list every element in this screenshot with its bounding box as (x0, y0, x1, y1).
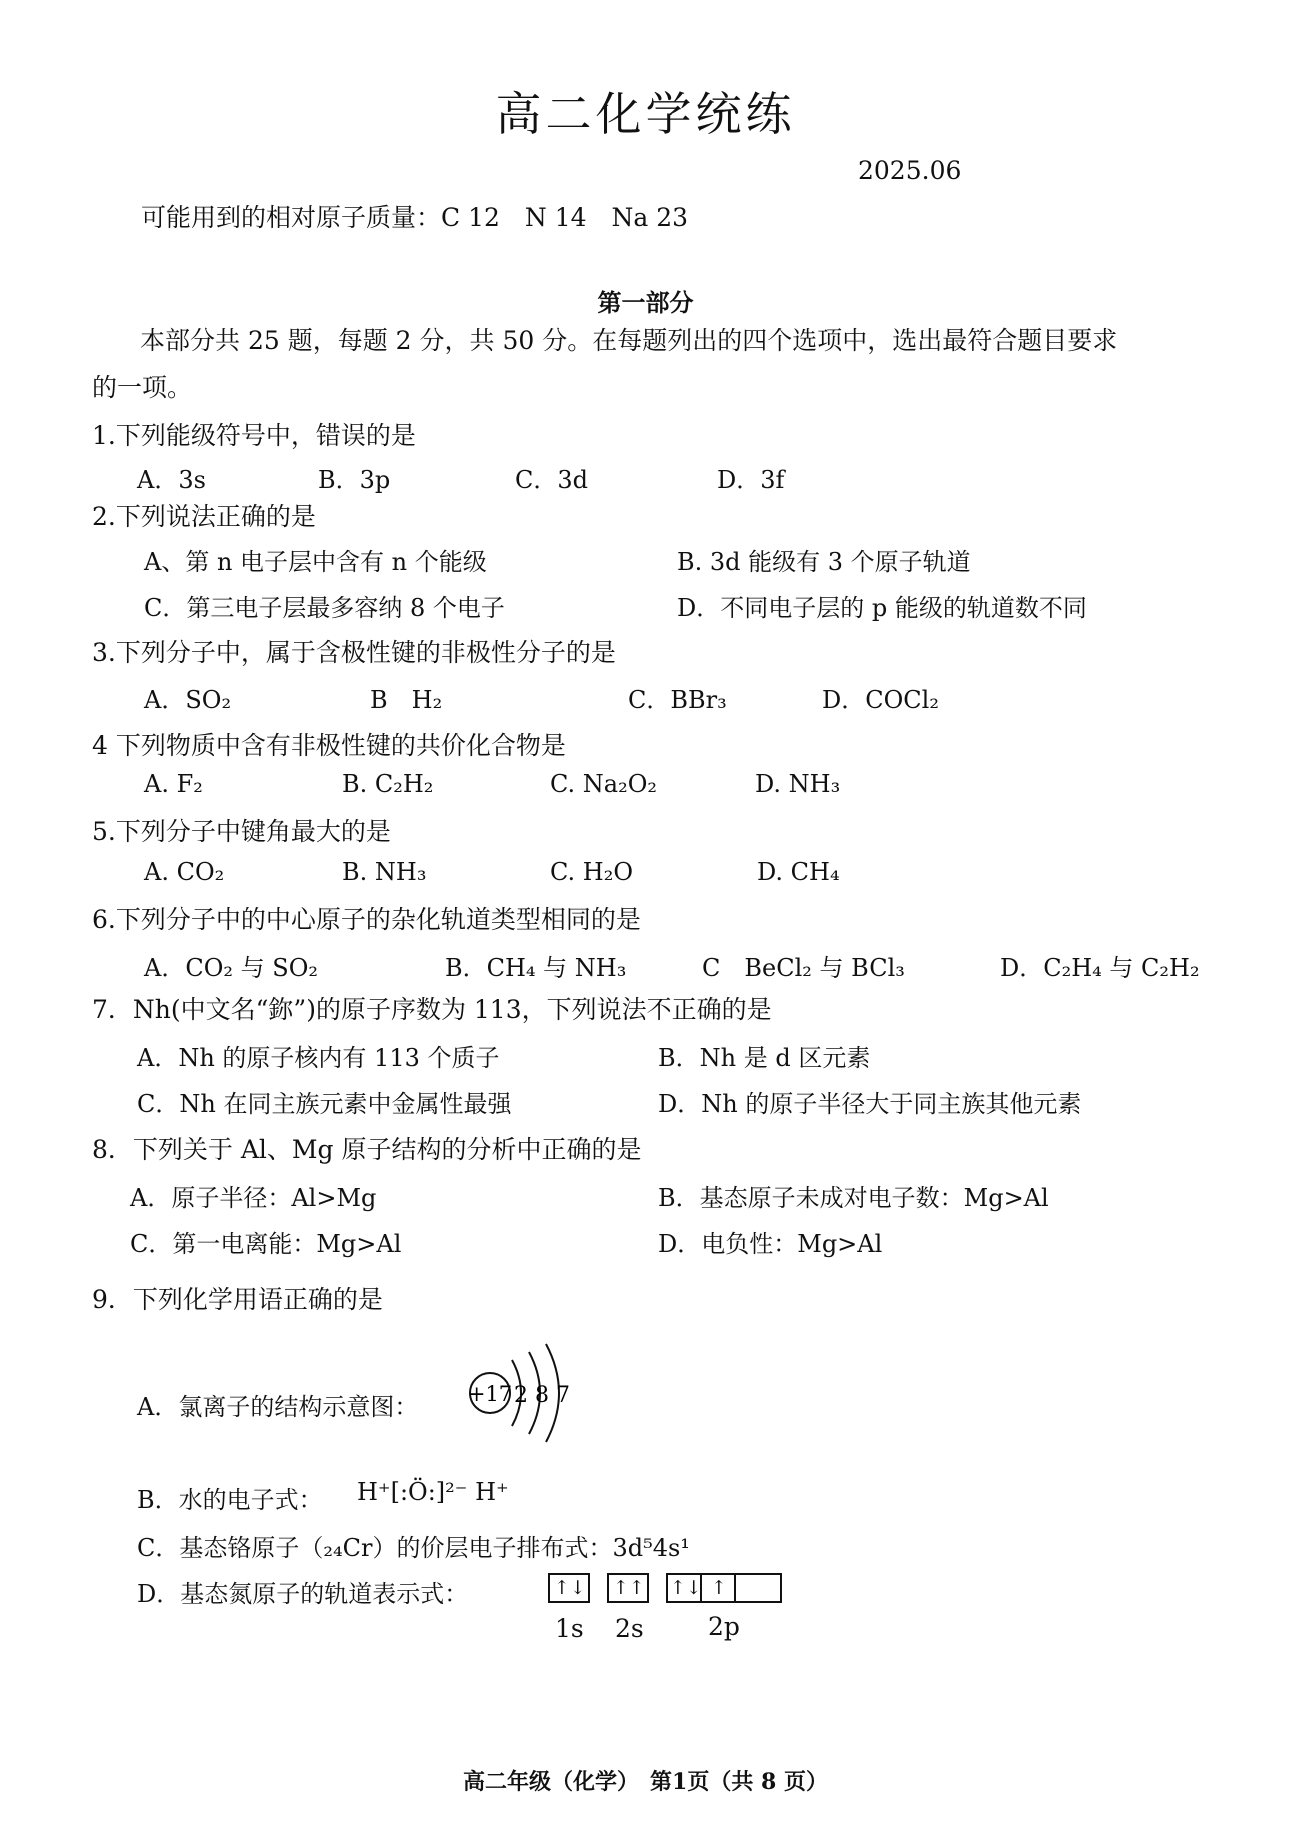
question-2-option-a: A、第 n 电子层中含有 n 个能级 (144, 548, 487, 576)
question-3-option-a: A．SO₂ (144, 686, 232, 714)
question-2-option-b: B. 3d 能级有 3 个原子轨道 (677, 548, 971, 576)
question-6-option-a: A．CO₂ 与 SO₂ (144, 954, 318, 982)
exam-date: 2025.06 (858, 156, 962, 185)
question-5-option-a: A. CO₂ (144, 858, 225, 886)
question-5-stem: 5.下列分子中键角最大的是 (92, 817, 391, 846)
question-8-stem: 8．下列关于 Al、Mg 原子结构的分析中正确的是 (92, 1135, 642, 1164)
question-8-option-a: A．原子半径：Al>Mg (130, 1184, 377, 1212)
orbital-1s-electrons: ↑↓ (554, 1577, 586, 1599)
question-5-option-c: C. H₂O (550, 858, 633, 886)
question-7-option-d: D．Nh 的原子半径大于同主族其他元素 (658, 1090, 1082, 1118)
question-4-option-a: A. F₂ (144, 770, 203, 798)
page-footer: 高二年级（化学） 第1页（共 8 页） (463, 1769, 828, 1795)
orbital-label-2p: 2p (708, 1612, 740, 1641)
question-3-option-d: D．COCl₂ (822, 686, 939, 714)
nucleus-charge: +17 (468, 1382, 513, 1406)
question-2-option-d: D．不同电子层的 p 能级的轨道数不同 (677, 594, 1087, 622)
question-7-stem: 7．Nh(中文名“鉨”)的原子序数为 113，下列说法不正确的是 (92, 995, 772, 1024)
question-4-option-b: B. C₂H₂ (342, 770, 434, 798)
orbital-2p-1-electrons: ↑↓ (670, 1577, 702, 1599)
orbital-label-1s: 1s (555, 1614, 584, 1643)
chloride-structure-diagram (468, 1338, 588, 1448)
question-6-option-b: B．CH₄ 与 NH₃ (445, 954, 627, 982)
question-9-option-d: D．基态氮原子的轨道表示式： (137, 1580, 469, 1608)
question-9-option-c: C．基态铬原子（₂₄Cr）的价层电子排布式：3d⁵4s¹ (137, 1534, 690, 1562)
question-1-option-a: A．3s (137, 466, 206, 494)
orbital-box-2p (666, 1573, 782, 1603)
question-2-stem: 2.下列说法正确的是 (92, 502, 316, 531)
orbital-2s-electrons: ↑↑ (613, 1577, 645, 1599)
question-5-option-d: D. CH₄ (757, 858, 840, 886)
section-intro-line1: 本部分共 25 题，每题 2 分，共 50 分。在每题列出的四个选项中，选出最符合题目要求 (140, 326, 1118, 355)
question-7-option-a: A．Nh 的原子核内有 113 个质子 (137, 1044, 500, 1072)
question-1-option-b: B．3p (318, 466, 391, 494)
question-9-stem: 9．下列化学用语正确的是 (92, 1285, 383, 1314)
question-9-option-b: B．水的电子式： (137, 1486, 323, 1514)
orbital-box-2s (607, 1573, 649, 1603)
question-3-stem: 3.下列分子中，属于含极性键的非极性分子的是 (92, 638, 616, 667)
question-4-option-d: D. NH₃ (755, 770, 841, 798)
question-1-stem: 1.下列能级符号中，错误的是 (92, 421, 416, 450)
page-title: 高二化学统练 (495, 87, 796, 141)
question-6-stem: 6.下列分子中的中心原子的杂化轨道类型相同的是 (92, 905, 641, 934)
question-6-option-d: D．C₂H₄ 与 C₂H₂ (1000, 954, 1200, 982)
orbital-2p-3-electrons (738, 1575, 768, 1601)
orbital-label-2s: 2s (615, 1614, 644, 1643)
question-6-option-c: C BeCl₂ 与 BCl₃ (702, 954, 905, 982)
question-1-option-c: C．3d (515, 466, 588, 494)
question-7-option-b: B．Nh 是 d 区元素 (658, 1044, 871, 1072)
question-7-option-c: C．Nh 在同主族元素中金属性最强 (137, 1090, 512, 1118)
question-3-option-c: C．BBr₃ (628, 686, 727, 714)
question-8-option-b: B．基态原子未成对电子数：Mg>Al (658, 1184, 1049, 1212)
question-9-option-a: A．氯离子的结构示意图： (137, 1393, 419, 1421)
question-8-option-d: D．电负性：Mg>Al (658, 1230, 883, 1258)
section-intro-line2: 的一项。 (92, 373, 193, 402)
orbital-2p-2-electrons: ↑ (704, 1575, 736, 1601)
question-3-option-b: B H₂ (370, 686, 443, 714)
question-2-option-c: C．第三电子层最多容纳 8 个电子 (144, 594, 505, 622)
atomic-masses: 可能用到的相对原子质量：C 12 N 14 Na 23 (141, 203, 689, 232)
question-1-option-d: D．3f (717, 466, 785, 494)
shell-electron-counts: 2 8 7 (514, 1383, 570, 1408)
question-5-option-b: B. NH₃ (342, 858, 427, 886)
question-4-option-c: C. Na₂O₂ (550, 770, 657, 798)
section-title: 第一部分 (597, 288, 694, 317)
water-electron-formula: H⁺[:Ö:]²⁻ H⁺ (357, 1478, 509, 1506)
question-8-option-c: C．第一电离能：Mg>Al (130, 1230, 402, 1258)
question-4-stem: 4 下列物质中含有非极性键的共价化合物是 (92, 731, 566, 760)
orbital-box-1s (548, 1573, 590, 1603)
